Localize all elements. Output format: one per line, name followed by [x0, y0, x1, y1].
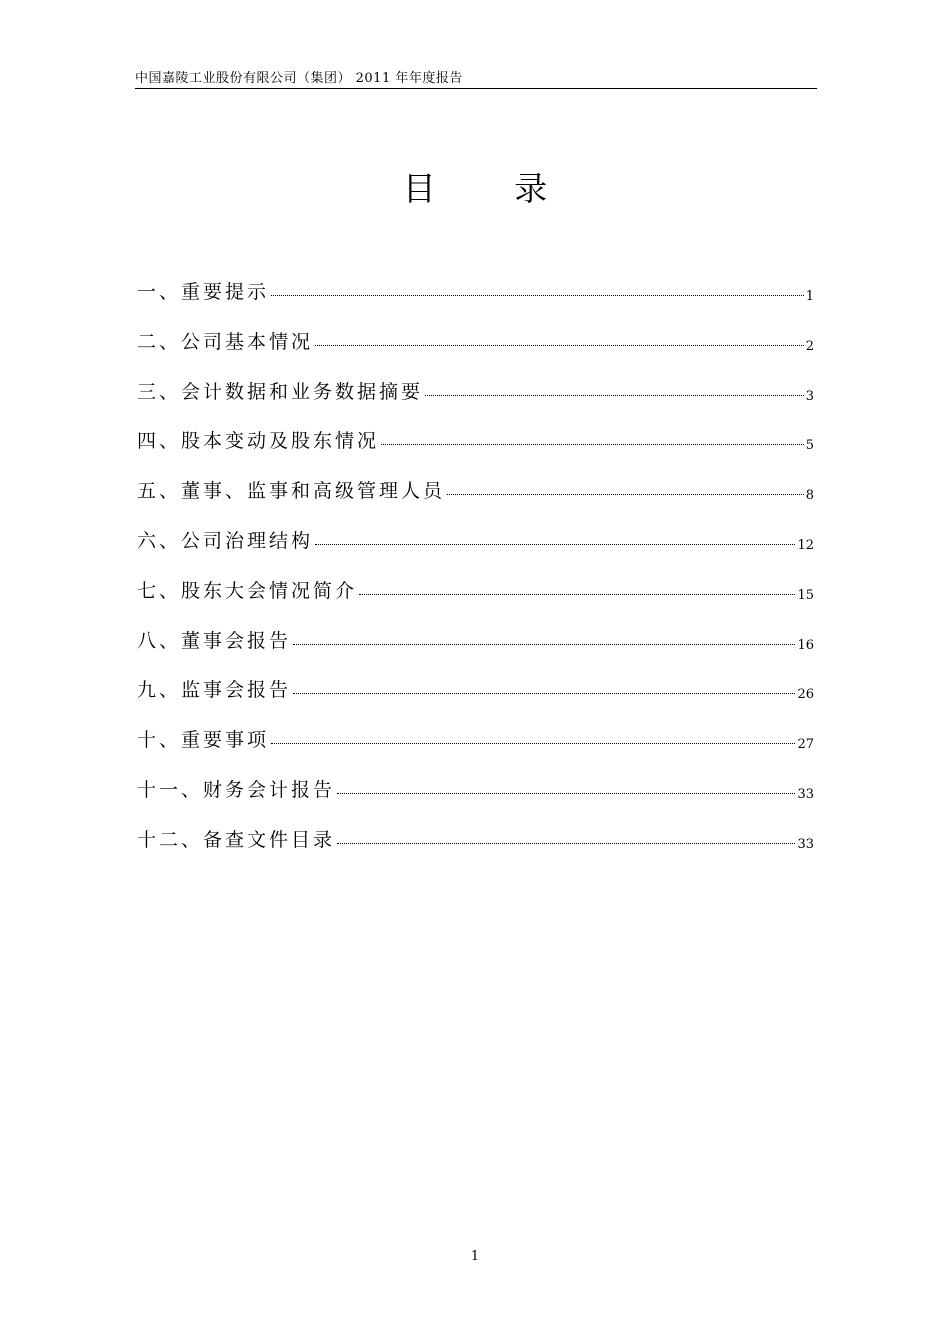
toc-entry-label: 三、会计数据和业务数据摘要 [137, 380, 424, 403]
toc-leader-dots [381, 444, 804, 445]
toc-entry[interactable] [137, 569, 814, 619]
toc-leader-dots [271, 743, 795, 744]
toc-entry[interactable] [137, 320, 814, 370]
toc-entry[interactable] [137, 668, 814, 718]
toc-leader-dots [293, 693, 795, 694]
toc-entry-label: 二、公司基本情况 [137, 330, 314, 353]
toc-entry[interactable] [137, 768, 814, 818]
toc-entry-page: 27 [797, 737, 814, 753]
toc-entry-page: 12 [797, 537, 814, 553]
toc-entry-page: 5 [805, 438, 814, 454]
toc-entry-label: 九、监事会报告 [137, 679, 292, 702]
toc-leader-dots [293, 644, 795, 645]
toc-entry-page: 16 [797, 637, 814, 653]
toc-entry-page: 26 [797, 687, 814, 703]
toc-entry-label: 一、重要提示 [137, 281, 270, 303]
toc-entry-label: 六、公司治理结构 [137, 529, 314, 552]
toc-entry[interactable] [137, 718, 814, 768]
toc-entry-page: 1 [805, 289, 814, 304]
toc-entry[interactable] [137, 270, 814, 320]
toc-leader-dots [337, 793, 795, 794]
toc-entry[interactable] [137, 818, 814, 868]
toc-leader-dots [447, 494, 804, 495]
toc-entry-page: 33 [797, 786, 814, 802]
toc-entry-label: 十一、财务会计报告 [137, 778, 336, 801]
page-number: 1 [470, 1249, 480, 1264]
toc-entry-page: 8 [805, 488, 814, 504]
toc-entry-page: 15 [797, 587, 814, 603]
toc-entry-page: 2 [805, 338, 814, 354]
toc-entry-label: 十二、备查文件目录 [137, 828, 336, 851]
toc-entry-label: 五、董事、监事和高级管理人员 [137, 480, 446, 503]
toc-entry-label: 七、股东大会情况简介 [137, 579, 358, 602]
toc-entry[interactable] [137, 370, 814, 420]
toc-leader-dots [315, 544, 795, 545]
toc-entry-label: 八、董事会报告 [137, 629, 292, 652]
toc-entry-page: 3 [805, 388, 814, 404]
toc-leader-dots [425, 395, 804, 396]
toc-leader-dots [271, 295, 804, 296]
toc-entry[interactable] [137, 619, 814, 669]
toc-title: 目 录 [402, 169, 582, 208]
toc-leader-dots [359, 594, 795, 595]
toc-entry[interactable] [137, 519, 814, 569]
toc-entry[interactable] [137, 469, 814, 519]
toc-entry[interactable] [137, 419, 814, 469]
toc-entry-label: 四、股本变动及股东情况 [137, 430, 380, 453]
toc-leader-dots [337, 843, 795, 844]
table-of-contents [137, 270, 814, 868]
toc-leader-dots [315, 345, 804, 346]
toc-entry-label: 十、重要事项 [137, 729, 270, 752]
running-header-text: 中国嘉陵工业股份有限公司（集团） 2011 年年度报告 [135, 71, 463, 86]
toc-entry-page: 33 [797, 836, 814, 852]
running-header [135, 62, 817, 89]
